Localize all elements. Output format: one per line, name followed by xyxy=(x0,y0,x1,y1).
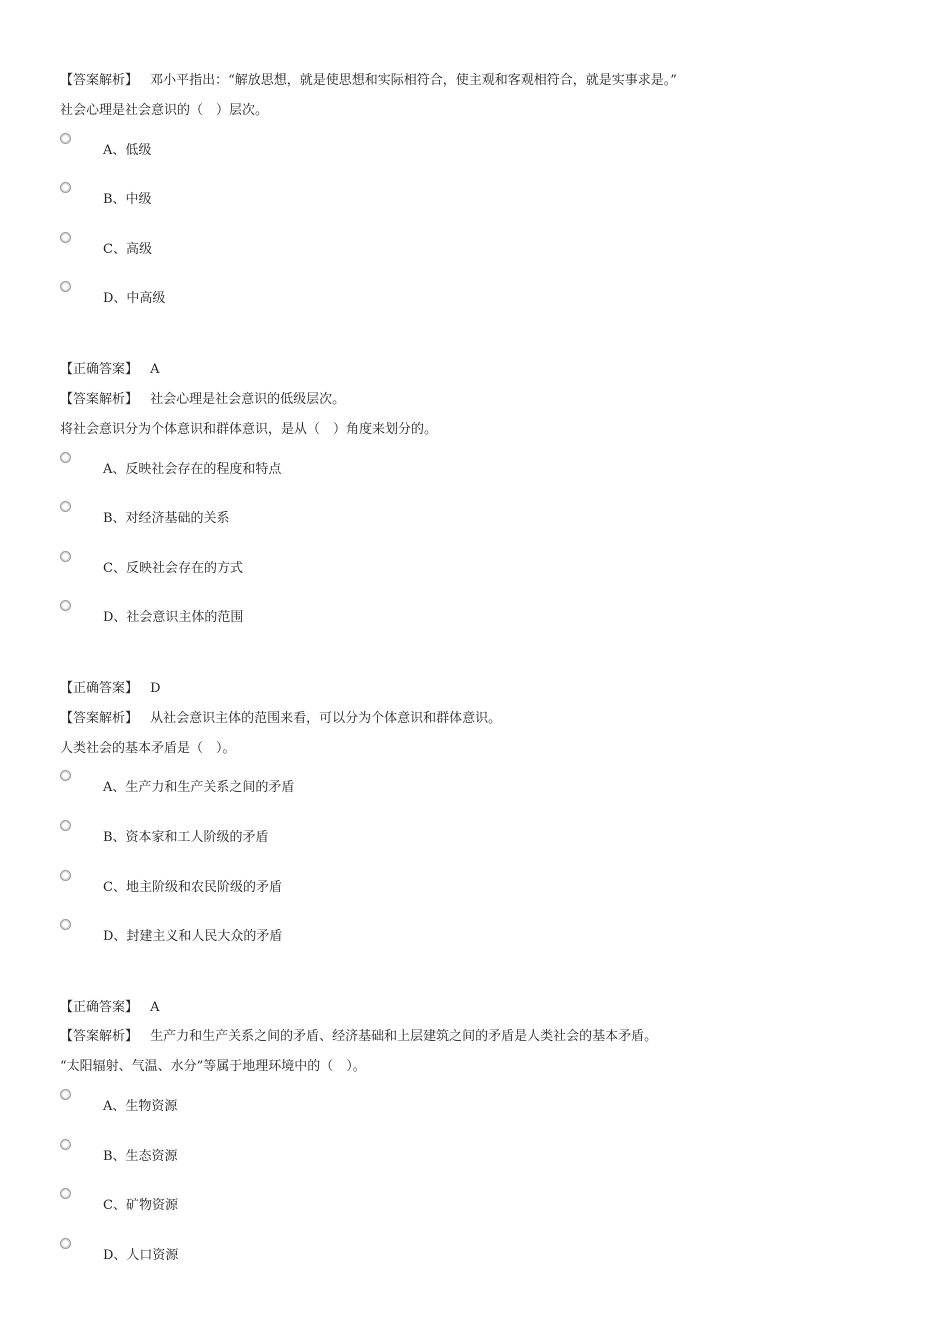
explanation-label: 【答案解析】 xyxy=(60,711,139,726)
explanation-text: 生产力和生产关系之间的矛盾、经济基础和上层建筑之间的矛盾是人类社会的基本矛盾。 xyxy=(150,1029,658,1044)
answer-value: A xyxy=(150,1000,160,1015)
question-1-option-b-radio[interactable] xyxy=(60,182,71,193)
answer-label: 【正确答案】 xyxy=(60,362,139,377)
question-4-option-a: A、生物资源 xyxy=(103,1099,178,1114)
question-3-option-a-radio[interactable] xyxy=(60,770,71,781)
question-2-option-d: D、社会意识主体的范围 xyxy=(103,610,244,625)
question-4-option-d: D、人口资源 xyxy=(103,1248,179,1263)
explanation-label: 【答案解析】 xyxy=(60,73,139,88)
question-1-option-b: B、中级 xyxy=(103,192,152,207)
question-2-answer xyxy=(60,680,161,698)
intro-explanation xyxy=(60,72,677,90)
question-1-option-c-radio[interactable] xyxy=(60,232,71,243)
question-1-stem: 社会心理是社会意识的（ ）层次。 xyxy=(60,103,269,118)
question-2-explanation xyxy=(60,710,501,728)
question-1-answer xyxy=(60,361,160,379)
question-1-option-d: D、中高级 xyxy=(103,291,166,306)
question-1-option-a-radio[interactable] xyxy=(60,133,71,144)
explanation-label: 【答案解析】 xyxy=(60,392,139,407)
question-2-option-c-radio[interactable] xyxy=(60,551,71,562)
question-4-option-c-radio[interactable] xyxy=(60,1188,71,1199)
question-1-explanation xyxy=(60,391,345,409)
question-3-explanation xyxy=(60,1028,657,1046)
question-2-stem: 将社会意识分为个体意识和群体意识，是从（ ）角度来划分的。 xyxy=(60,422,438,437)
question-1-option-d-radio[interactable] xyxy=(60,281,71,292)
question-2-option-b-radio[interactable] xyxy=(60,501,71,512)
question-3-option-d: D、封建主义和人民大众的矛盾 xyxy=(103,929,283,944)
question-3-option-a: A、生产力和生产关系之间的矛盾 xyxy=(103,780,295,795)
explanation-text: 从社会意识主体的范围来看，可以分为个体意识和群体意识。 xyxy=(150,711,502,726)
question-1-option-a: A、低级 xyxy=(103,143,152,158)
question-3-option-b: B、资本家和工人阶级的矛盾 xyxy=(103,830,269,845)
question-4-option-b-radio[interactable] xyxy=(60,1139,71,1150)
explanation-label: 【答案解析】 xyxy=(60,1029,139,1044)
question-1-option-c: C、高级 xyxy=(103,242,152,257)
question-2-option-b: B、对经济基础的关系 xyxy=(103,511,230,526)
question-4-option-b: B、生态资源 xyxy=(103,1149,178,1164)
question-3-option-b-radio[interactable] xyxy=(60,820,71,831)
question-3-stem: 人类社会的基本矛盾是（ ）。 xyxy=(60,741,236,756)
question-3-option-c-radio[interactable] xyxy=(60,870,71,881)
answer-value: D xyxy=(150,681,161,696)
answer-label: 【正确答案】 xyxy=(60,681,139,696)
question-2-option-d-radio[interactable] xyxy=(60,600,71,611)
explanation-text: 社会心理是社会意识的低级层次。 xyxy=(150,392,346,407)
explanation-text: 邓小平指出：“解放思想，就是使思想和实际相符合，使主观和客观相符合，就是实事求是。” xyxy=(150,73,677,88)
question-4-option-c: C、矿物资源 xyxy=(103,1198,178,1213)
question-2-option-c: C、反映社会存在的方式 xyxy=(103,561,243,576)
question-4-stem: “太阳辐射、气温、水分”等属于地理环境中的（ ）。 xyxy=(60,1059,366,1074)
question-2-option-a-radio[interactable] xyxy=(60,452,71,463)
question-4-option-d-radio[interactable] xyxy=(60,1238,71,1249)
question-3-answer xyxy=(60,999,160,1017)
question-3-option-d-radio[interactable] xyxy=(60,919,71,930)
question-4-option-a-radio[interactable] xyxy=(60,1089,71,1100)
question-2-option-a: A、反映社会存在的程度和特点 xyxy=(103,462,282,477)
answer-label: 【正确答案】 xyxy=(60,1000,139,1015)
answer-value: A xyxy=(150,362,160,377)
question-3-option-c: C、地主阶级和农民阶级的矛盾 xyxy=(103,880,282,895)
